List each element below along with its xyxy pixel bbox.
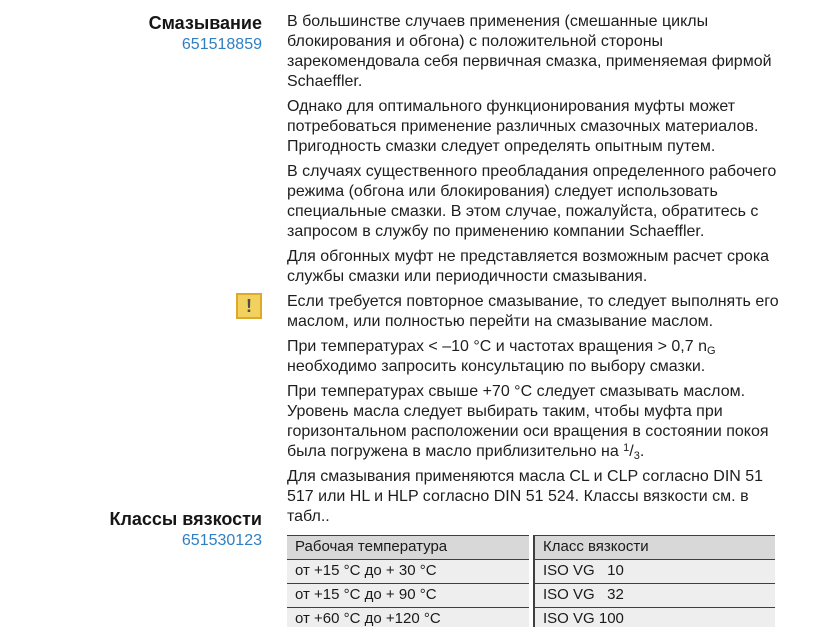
- table-cell: от +15 °C до + 90 °C: [287, 584, 529, 608]
- text-segment: 1: [623, 442, 630, 454]
- paragraph: [287, 12, 779, 92]
- text-segment: G: [706, 345, 716, 357]
- paragraph: [287, 162, 779, 242]
- table-cell: ISO VG 10: [533, 560, 775, 584]
- paragraph: [287, 382, 779, 462]
- viscosity-table: [287, 535, 775, 627]
- table-cell: от +15 °C до + 30 °C: [287, 560, 529, 584]
- text-segment: При температурах < –10 °C и частотах вращения > 0,7 n: [287, 338, 707, 355]
- paragraph-list: [246, 12, 779, 527]
- warning-icon: !: [236, 293, 262, 319]
- paragraph: [287, 247, 779, 287]
- paragraph: [287, 467, 779, 527]
- text-segment: В случаях существенного преобладания определенного рабочего режима (обгона или блокирования) следует использовать специальные смазки. В этом случае, пожалуйста, обратитесь с запросом в службу по применению компании Schaeffler.: [287, 163, 777, 240]
- main-content: [246, 12, 779, 627]
- text-segment: /: [629, 443, 634, 460]
- section-title: Классы вязкости: [109, 509, 262, 529]
- paragraph: [287, 337, 779, 377]
- table-cell: от +60 °C до +120 °C: [287, 608, 529, 627]
- text-segment: В большинстве случаев применения (смешанные циклы блокирования и обгона) с положительной стороны зарекомендовала себя первичная смазка, применяемая фирмой Schaeffler.: [287, 13, 772, 90]
- margin-note-viscosity-classes: [0, 508, 262, 551]
- paragraph: [287, 97, 779, 157]
- text-segment: .: [639, 443, 645, 460]
- text-segment: Однако для оптимального функционирования муфты может потребоваться применение различных смазочных материалов. Пригодность смазки следует определять опытным путем.: [287, 98, 759, 155]
- text-segment: 3: [633, 450, 640, 462]
- section-id-link[interactable]: 651530123: [181, 532, 262, 549]
- table-cell: ISO VG 32: [533, 584, 775, 608]
- section-title: Смазывание: [148, 13, 262, 33]
- text-segment: Для смазывания применяются масла CL и CLP согласно DIN 51 517 или HL и HLP согласно DIN 51 524. Классы вязкости см. в табл..: [287, 468, 764, 525]
- text-segment: необходимо запросить консультацию по выбору смазки.: [287, 358, 706, 375]
- text-segment: Если требуется повторное смазывание, то следует выполнять его маслом, или полностью перейти на смазывание маслом.: [287, 293, 779, 330]
- table-header-cell: Рабочая температура: [287, 535, 529, 560]
- section-id-link[interactable]: 651518859: [181, 36, 262, 53]
- margin-note-lubrication: [0, 12, 262, 55]
- table-cell: ISO VG 100: [533, 608, 775, 627]
- text-segment: Для обгонных муфт не представляется возможным расчет срока службы смазки или периодичности смазывания.: [287, 248, 770, 285]
- warning-paragraph: [246, 292, 779, 332]
- text-segment: При температурах свыше +70 °C следует смазывать маслом. Уровень масла следует выбирать таким, чтобы муфта при горизонтальном расположении оси вращения в состоянии покоя была погружена в масло приблизительно на: [287, 383, 769, 460]
- table-header-cell: Класс вязкости: [533, 535, 775, 560]
